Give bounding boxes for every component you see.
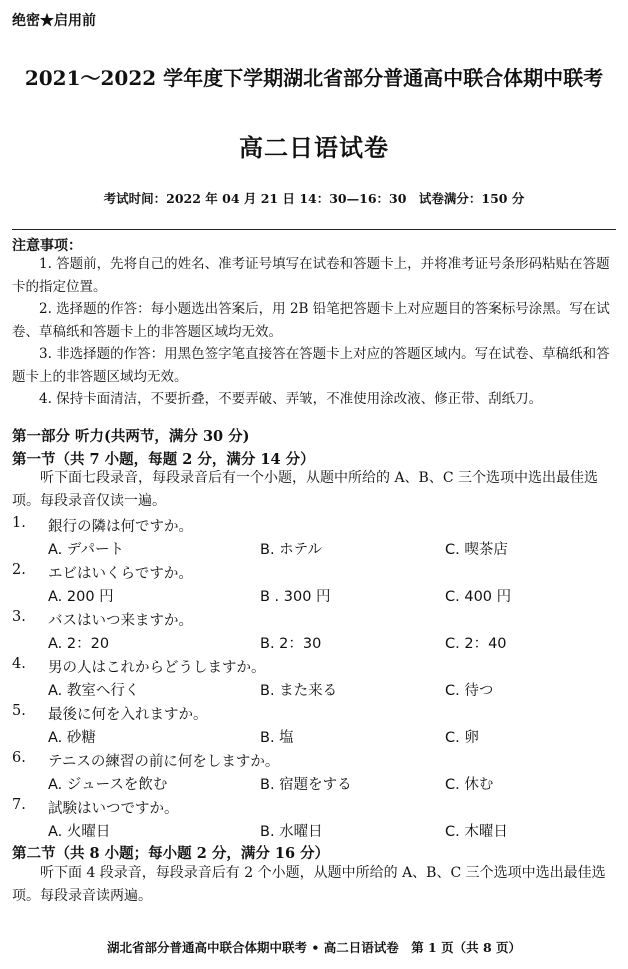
part1-heading: 第一部分 听力(共两节，满分 30 分) — [12, 428, 250, 445]
option-b: B. 水曜日 — [260, 824, 323, 840]
option-b: B. 宿題をする — [260, 777, 352, 793]
question-number: 5. — [12, 703, 26, 719]
secret-label: 绝密★启用前 — [12, 13, 96, 29]
option-b: B. 塩 — [260, 730, 294, 746]
option-a: A. 2：20 — [48, 636, 110, 652]
page-footer: 湖北省部分普通高中联合体期中联考 • 高二日语试卷 第 1 页（共 8 页） — [107, 940, 521, 955]
question-number: 4. — [12, 656, 26, 672]
question-number: 2. — [12, 562, 26, 578]
option-c: C. 木曜日 — [445, 824, 508, 840]
question-text: エビはいくらですか。 — [48, 566, 193, 582]
option-c: C. 待つ — [445, 683, 494, 699]
question-text: 銀行の隣は何ですか。 — [48, 519, 193, 535]
section1-heading: 第一节（共 7 小题，每题 2 分，满分 14 分） — [12, 451, 315, 468]
option-c: C. 休む — [445, 777, 494, 793]
option-b: B. 2：30 — [260, 636, 322, 652]
option-a: A. 砂糖 — [48, 730, 96, 746]
option-a: A. 火曜日 — [48, 824, 111, 840]
question-text: テニスの練習の前に何をしますか。 — [48, 754, 280, 770]
option-a: A. 教室へ行く — [48, 683, 140, 699]
question-text: 試験はいつですか。 — [48, 801, 179, 817]
option-b: B . 300 円 — [260, 589, 331, 605]
option-c: C. 400 円 — [445, 589, 512, 605]
notes-heading: 注意事项： — [12, 238, 82, 254]
option-a: A. デパート — [48, 542, 125, 558]
question-text: 男の人はこれからどうしますか。 — [48, 660, 266, 676]
note-item: 1. 答题前，先将自己的姓名、准考证号填写在试卷和答题卡上，并将准考证号条形码粘贴在答题卡的指定位置。 — [12, 256, 610, 295]
option-b: B. ホテル — [260, 542, 322, 558]
option-a: A. ジュースを飲む — [48, 777, 168, 793]
option-c: C. 卵 — [445, 730, 479, 746]
header-divider — [12, 229, 616, 230]
section1-instructions: 听下面七段录音，每段录音后有一个小题，从题中所给的 A、B、C 三个选项中选出最佳选项。每段录音仅读一遍。 — [12, 470, 599, 509]
option-a: A. 200 円 — [48, 589, 114, 605]
option-c: C. 喫茶店 — [445, 542, 508, 558]
question-number: 3. — [12, 609, 26, 625]
page-title: 高二日语试卷 — [239, 133, 389, 162]
option-c: C. 2：40 — [445, 636, 507, 652]
question-number: 7. — [12, 797, 26, 813]
section2-heading: 第二节（共 8 小题；每小题 2 分，满分 16 分） — [12, 845, 330, 862]
note-item: 4. 保持卡面清洁，不要折叠，不要弄破、弄皱，不准使用涂改液、修正带、刮纸刀。 — [39, 391, 543, 407]
question-text: 最後に何を入れますか。 — [48, 707, 208, 723]
main-title: 2021～2022 学年度下学期湖北省部分普通高中联合体期中联考 — [24, 66, 604, 90]
note-item: 2. 选择题的作答：每小题选出答案后，用 2B 铅笔把答题卡上对应题目的答案标号涂黑。写在试卷、草稿纸和答题卡上的非答题区域均无效。 — [12, 301, 610, 340]
exam-info: 考试时间：2022 年 04 月 21 日 14：30—16：30 试卷满分：150 分 — [103, 191, 525, 206]
question-number: 1. — [12, 515, 26, 531]
note-item: 3. 非选择题的作答：用黑色签字笔直接答在答题卡上对应的答题区域内。写在试卷、草稿纸和答题卡上的非答题区域均无效。 — [12, 346, 610, 385]
option-b: B. また来る — [260, 683, 338, 699]
question-number: 6. — [12, 750, 26, 766]
question-text: バスはいつ来ますか。 — [48, 613, 193, 629]
section2-instructions: 听下面 4 段录音，每段录音后有 2 个小题，从题中所给的 A、B、C 三个选项中选出最佳选项。每段录音读两遍。 — [12, 865, 606, 904]
